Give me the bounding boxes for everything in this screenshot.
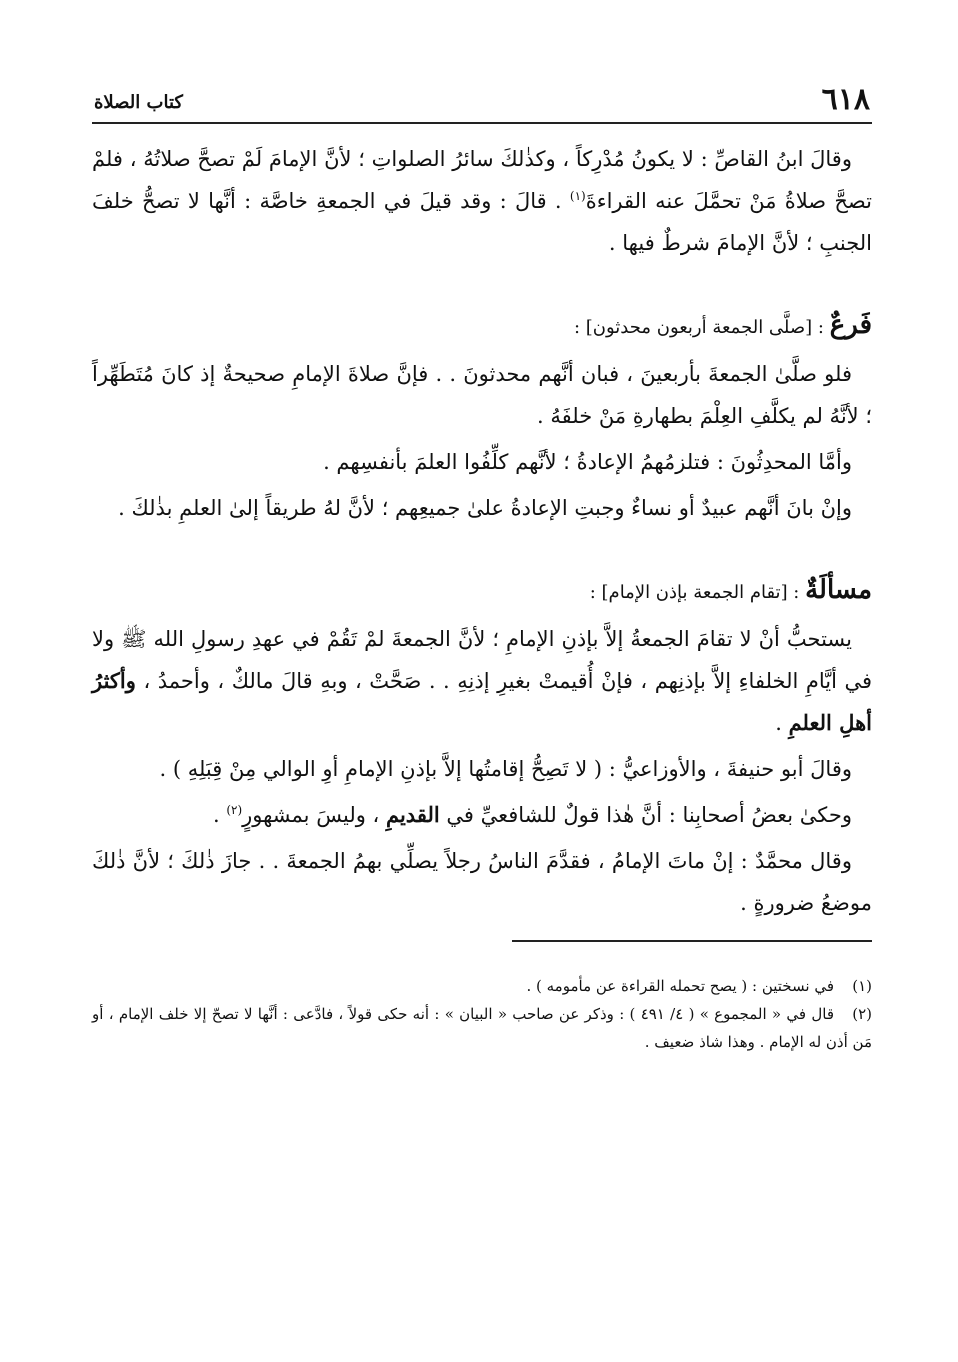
footnote-number: (٢) xyxy=(852,1005,873,1023)
paragraph-muhammad: وقال محمَّدٌ : إنْ ماتَ الإمامُ ، فقدَّمَ الناسُ رجلاً يصلِّي بهمُ الجمعةَ . . جازَ ذٰلكَ ؛ لأنَّ ذٰلكَ موضعُ ضرورةٍ . xyxy=(92,849,872,915)
paragraph-text: . xyxy=(212,803,227,827)
footnotes xyxy=(92,972,872,1056)
footnote-1 xyxy=(92,972,872,1000)
main-text xyxy=(92,138,872,924)
footnote-number: (١) xyxy=(852,977,872,995)
running-title: كتاب الصلاة xyxy=(94,92,183,113)
paragraph-imam-permission xyxy=(92,618,872,744)
paragraph-text: وقالَ ابنُ القاصِّ : لا يكونُ مُدْرِكاً ، وكذٰلكَ سائرُ الصلواتِ ؛ لأنَّ الإمامَ لَمْ تصحَّ صلاتُهُ ، فلمْ تصحَّ صلاةُ مَنْ تحمَّلَ عنه القراءةَ xyxy=(92,147,872,213)
paragraph-forty-muhdithun: فلو صلَّىٰ الجمعةَ بأربعينَ ، فبان أنَّهم محدثونَ . . فإنَّ صلاةَ الإمامِ صحيحةٌ إذ كانَ مُتَطَهِّراً ؛ لأنَّهُ لم يكلَّفِ العِلْمَ بطهارةِ مَنْ خلفَهُ . xyxy=(92,362,872,428)
footnote-ref-2[interactable]: (٢) xyxy=(226,803,243,817)
book-page xyxy=(92,70,872,1056)
paragraph-text: يستحبُّ أنْ لا تقامَ الجمعةُ إلاَّ بإذنِ الإمامِ ؛ لأنَّ الجمعةَ لمْ تَقُمْ في عهدِ رسولِ الله ﷺ ولا في أيَّامِ الخلفاءِ إلاَّ بإذنِهم ، فإنْ أُقيمتْ بغيرِ إذنِهِ . . صَحَّتْ ، وبهِ قالَ مالكٌ ، وأحمدُ ، xyxy=(92,627,872,693)
section-heading-far xyxy=(92,304,872,349)
paragraph-abu-hanifa: وقالَ أبو حنيفةَ ، والأوزاعيُّ : ( لا تَصِحُّ إقامتُها إلاَّ بإذنِ الإمامِ أوِ الوالي مِنْ قِبَلِهِ ) . xyxy=(159,757,852,781)
paragraph-muhdithun: وأمَّا المحدِثُونَ : فتلزمُهمُ الإعادةُ ؛ لأنَّهم كلِّفُوا العلمَ بأنفسِهم . xyxy=(323,450,852,474)
paragraph-ibn-alqass xyxy=(92,138,872,264)
paragraph-text: . xyxy=(775,711,789,735)
paragraph-text: ، وليسَ بمشهورٍ xyxy=(242,803,386,827)
emphasis-text: وأكثرُ أهلِ العلمِ xyxy=(92,668,872,735)
section-heading-masala xyxy=(92,569,872,614)
footnote-text: قال في « المجموع » ( ٤/ ٤٩١ ) : وذكر عن صاحب « البيان » : أنه حكى قولاً ، فادَّعى : أنَّها لا تصحّ إلا خلف الإمام ، أو مَن أذن له الإمام . وهذا شاذ ضعيف . xyxy=(92,1005,872,1051)
footnote-text: في نسختين : ( يصح تحمله القراءة عن مأمومه ) . xyxy=(526,977,834,995)
paragraph-text: . قالَ : وقد قيلَ في الجمعةِ خاصَّة : أنَّها لا تصحُّ خلفَ الجنبِ ؛ لأنَّ الإمامَ شرطٌ فيها . xyxy=(92,189,872,255)
footnote-ref-1[interactable]: (١) xyxy=(569,189,586,203)
footnote-2 xyxy=(92,1000,872,1056)
paragraph-text: وحكىٰ بعضُ أصحابِنا : أنَّ هٰذا قولٌ للشافعيِّ في xyxy=(439,803,852,827)
heading-subtitle: : [صلَّى الجمعة أربعون محدثون] : xyxy=(573,317,830,338)
paragraph-slaves-women: وإنْ بانَ أنَّهم عبيدٌ أو نساءٌ وجبتِ الإعادةُ علىٰ جميعِهم ؛ لأنَّ لهُ طريقاً إلىٰ العلمِ بذٰلكَ . xyxy=(118,496,852,520)
paragraph-ashab xyxy=(92,794,872,836)
footnote-separator xyxy=(512,940,872,942)
heading-label: مسألَةٌ xyxy=(805,575,872,605)
page-number: ٦١٨ xyxy=(821,82,870,117)
emphasis-text: القديمِ xyxy=(385,802,440,827)
page-header xyxy=(92,70,872,124)
heading-label: فَرعٌ xyxy=(829,310,872,340)
heading-subtitle: : [تقام الجمعة بإذن الإمام] : xyxy=(589,582,806,603)
